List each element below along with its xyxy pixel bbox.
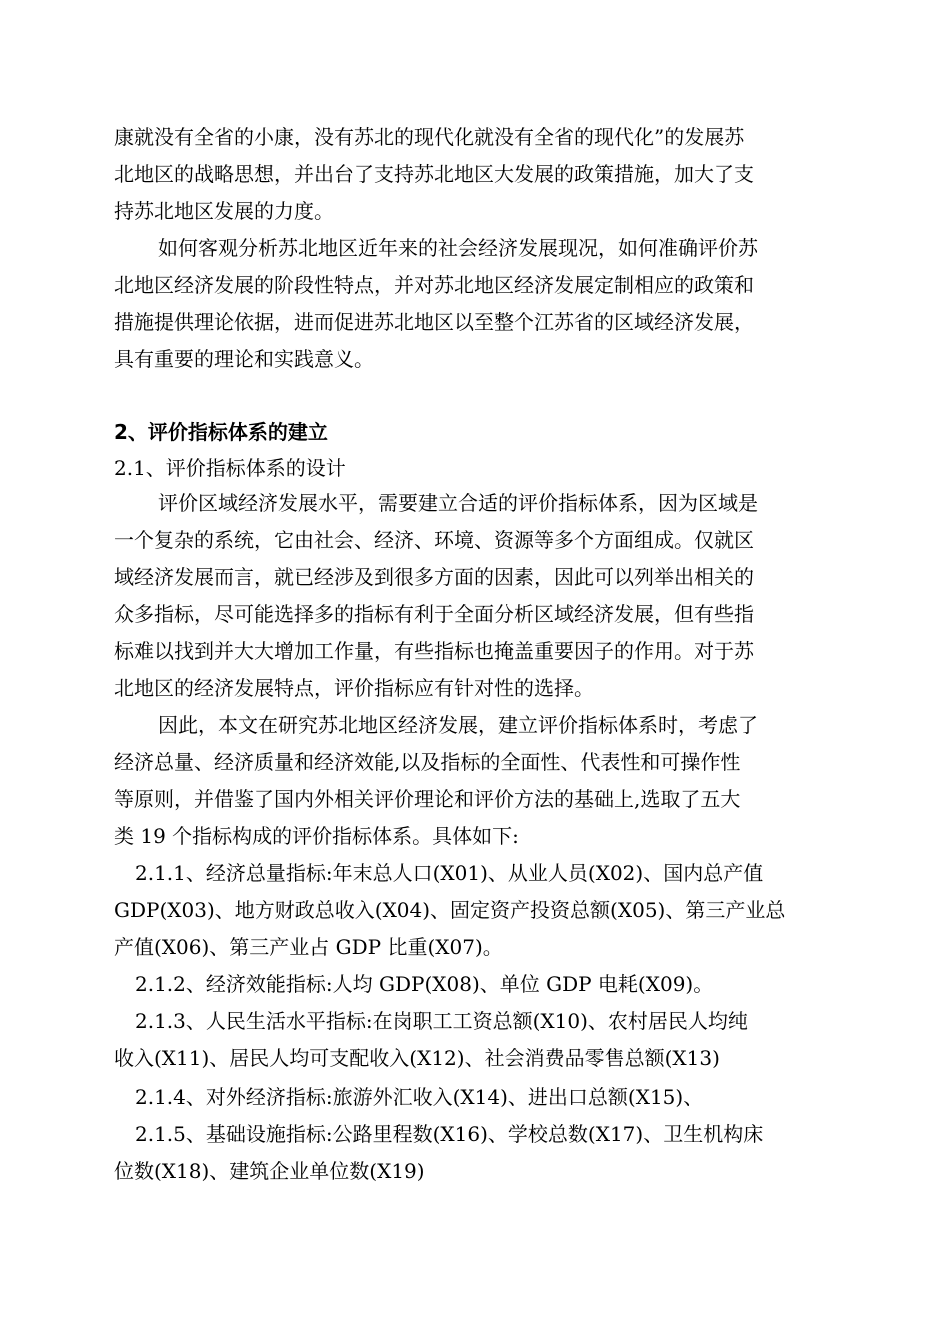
- paragraph-2-line-3: 措施提供理论依据，进而促进苏北地区以至整个江苏省的区域经济发展，: [114, 310, 754, 334]
- indicator-item-3-line-1: 2.1.3、人民生活水平指标:在岗职工工资总额(X10)、农村居民人均纯: [135, 1009, 748, 1033]
- indicator-item-5-line-2: 位数(X18)、建筑企业单位数(X19): [114, 1159, 425, 1183]
- paragraph-3-line-4: 众多指标，尽可能选择多的指标有利于全面分析区域经济发展，但有些指: [114, 602, 754, 626]
- indicator-item-2-line-1: 2.1.2、经济效能指标:人均 GDP(X08)、单位 GDP 电耗(X09)。: [135, 972, 714, 996]
- paragraph-1-line-1: 康就没有全省的小康，没有苏北的现代化就没有全省的现代化”的发展苏: [114, 125, 745, 149]
- paragraph-3-line-3: 域经济发展而言，就已经涉及到很多方面的因素，因此可以列举出相关的: [114, 565, 754, 589]
- paragraph-2-line-1: 如何客观分析苏北地区近年来的社会经济发展现况，如何准确评价苏: [158, 236, 758, 260]
- subsection-heading: 2.1、评价指标体系的设计: [114, 456, 346, 480]
- paragraph-4-line-2: 经济总量、经济质量和经济效能,以及指标的全面性、代表性和可操作性: [114, 750, 741, 774]
- paragraph-3-line-2: 一个复杂的系统，它由社会、经济、环境、资源等多个方面组成。仅就区: [114, 528, 754, 552]
- paragraph-3-line-6: 北地区的经济发展特点，评价指标应有针对性的选择。: [114, 676, 594, 700]
- paragraph-3-line-1: 评价区域经济发展水平，需要建立合适的评价指标体系，因为区域是: [158, 491, 758, 515]
- indicator-item-1-line-1: 2.1.1、经济总量指标:年末总人口(X01)、从业人员(X02)、国内总产值: [135, 861, 764, 885]
- paragraph-1-line-3: 持苏北地区发展的力度。: [114, 199, 334, 223]
- paragraph-4-line-1: 因此，本文在研究苏北地区经济发展，建立评价指标体系时，考虑了: [158, 713, 758, 737]
- paragraph-2-line-2: 北地区经济发展的阶段性特点，并对苏北地区经济发展定制相应的政策和: [114, 273, 754, 297]
- paragraph-2-line-4: 具有重要的理论和实践意义。: [114, 347, 374, 371]
- indicator-item-1-line-2: GDP(X03)、地方财政总收入(X04)、固定资产投资总额(X05)、第三产业总: [114, 898, 786, 922]
- indicator-item-5-line-1: 2.1.5、基础设施指标:公路里程数(X16)、学校总数(X17)、卫生机构床: [135, 1122, 764, 1146]
- paragraph-3-line-5: 标难以找到并大大增加工作量，有些指标也掩盖重要因子的作用。对于苏: [114, 639, 754, 663]
- indicator-item-4-line-1: 2.1.4、对外经济指标:旅游外汇收入(X14)、进出口总额(X15)、: [135, 1085, 704, 1109]
- section-heading: 2、评价指标体系的建立: [114, 420, 328, 444]
- indicator-item-1-line-3: 产值(X06)、第三产业占 GDP 比重(X07)。: [114, 935, 503, 959]
- paragraph-4-line-4: 类 19 个指标构成的评价指标体系。具体如下:: [114, 824, 519, 848]
- paragraph-4-line-3: 等原则，并借鉴了国内外相关评价理论和评价方法的基础上,选取了五大: [114, 787, 741, 811]
- paragraph-1-line-2: 北地区的战略思想，并出台了支持苏北地区大发展的政策措施，加大了支: [114, 162, 754, 186]
- indicator-item-3-line-2: 收入(X11)、居民人均可支配收入(X12)、社会消费品零售总额(X13): [114, 1046, 720, 1070]
